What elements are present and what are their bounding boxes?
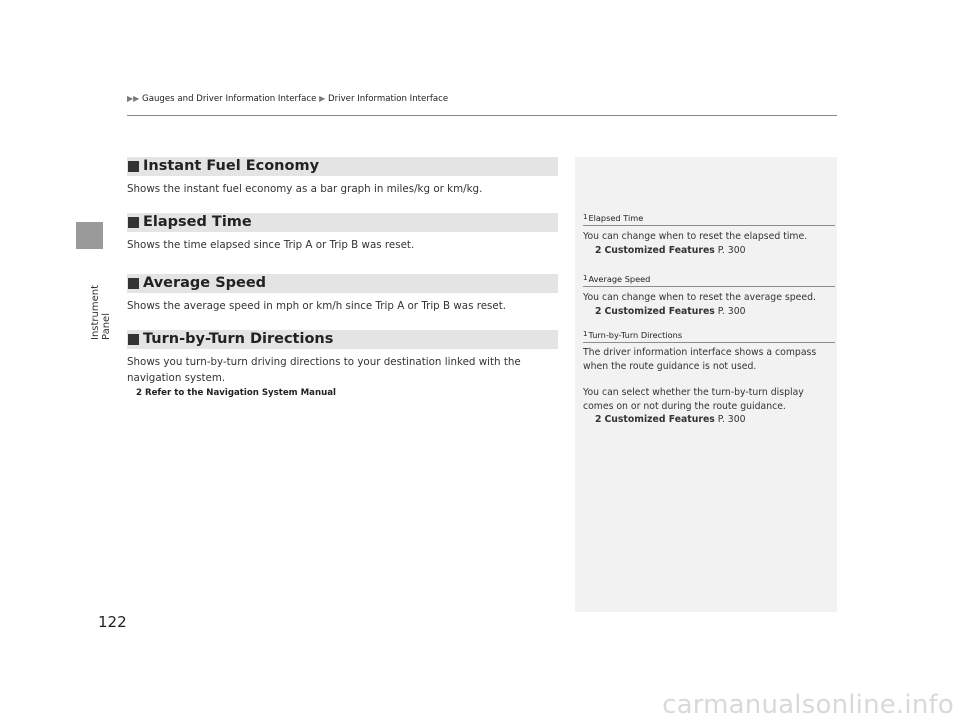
section-title: Instant Fuel Economy — [143, 158, 320, 174]
section-body-fuel: Shows the instant fuel economy as a bar graph in miles/kg or km/kg. — [127, 183, 483, 195]
reference-title: Customized Features — [604, 244, 715, 256]
breadcrumb-item-dii[interactable]: Driver Information Interface — [328, 94, 449, 104]
breadcrumb-arrow-icon: ▶ — [319, 94, 326, 103]
square-bullet-icon — [128, 217, 139, 228]
chapter-tab — [76, 222, 103, 249]
note-body-turn — [583, 346, 825, 427]
note-title: Turn-by-Turn Directions — [588, 330, 683, 340]
reference-page: P. 300 — [714, 305, 746, 317]
square-bullet-icon — [128, 161, 139, 172]
note-text: You can change when to reset the elapsed time. — [583, 231, 808, 242]
note-body-speed — [583, 291, 825, 318]
section-header-fuel — [127, 157, 558, 176]
square-bullet-icon — [128, 278, 139, 289]
section-body-text: Shows you turn-by-turn driving directions to your destination linked with the navigation system. — [127, 356, 521, 384]
note-header-speed — [583, 274, 835, 287]
section-body-elapsed: Shows the time elapsed since Trip A or Trip B was reset. — [127, 239, 415, 251]
reference-arrow-icon: 2 — [595, 414, 602, 426]
section-title: Turn-by-Turn Directions — [143, 331, 334, 347]
reference-link[interactable] — [136, 386, 532, 400]
note-number: 1 — [583, 330, 588, 338]
reference-title: Customized Features — [604, 414, 715, 426]
reference-arrow-icon: 2 — [595, 244, 602, 256]
section-body-turn — [127, 354, 532, 400]
square-bullet-icon — [128, 334, 139, 345]
note-header-turn — [583, 330, 835, 343]
section-header-turn — [127, 330, 558, 349]
note-title: Elapsed Time — [588, 213, 644, 223]
section-header-elapsed — [127, 213, 558, 232]
breadcrumb-item-gauges[interactable]: Gauges and Driver Information Interface — [142, 94, 317, 104]
reference-page: P. 300 — [714, 414, 746, 426]
reference-text: Refer to the Navigation System Manual — [144, 388, 336, 398]
note-number: 1 — [583, 274, 588, 282]
note-body-elapsed — [583, 230, 825, 257]
reference-title: Customized Features — [604, 305, 715, 317]
reference-arrow-icon: 2 — [136, 388, 142, 398]
note-text: You can change when to reset the average speed. — [583, 292, 816, 303]
header-divider — [127, 115, 837, 116]
note-reference-link[interactable] — [595, 413, 825, 427]
section-title: Average Speed — [143, 275, 267, 291]
note-header-elapsed — [583, 213, 835, 226]
section-body-speed: Shows the average speed in mph or km/h since Trip A or Trip B was reset. — [127, 300, 507, 312]
chapter-label: Instrument Panel — [90, 284, 112, 340]
reference-page: P. 300 — [714, 244, 746, 256]
note-reference-link[interactable] — [595, 244, 825, 258]
note-text: You can select whether the turn-by-turn display comes on or not during the route guidance. — [583, 387, 804, 412]
breadcrumb — [127, 94, 448, 104]
breadcrumb-arrow-icon: ▶▶ — [127, 94, 140, 103]
note-text: The driver information interface shows a compass when the route guidance is not used. — [583, 347, 817, 372]
page-number: 122 — [98, 613, 127, 631]
watermark: carmanualsonline.info — [662, 690, 954, 720]
section-title: Elapsed Time — [143, 214, 252, 230]
note-title: Average Speed — [588, 274, 651, 284]
note-number: 1 — [583, 213, 588, 221]
reference-arrow-icon: 2 — [595, 305, 602, 317]
note-reference-link[interactable] — [595, 305, 825, 319]
section-header-speed — [127, 274, 558, 293]
